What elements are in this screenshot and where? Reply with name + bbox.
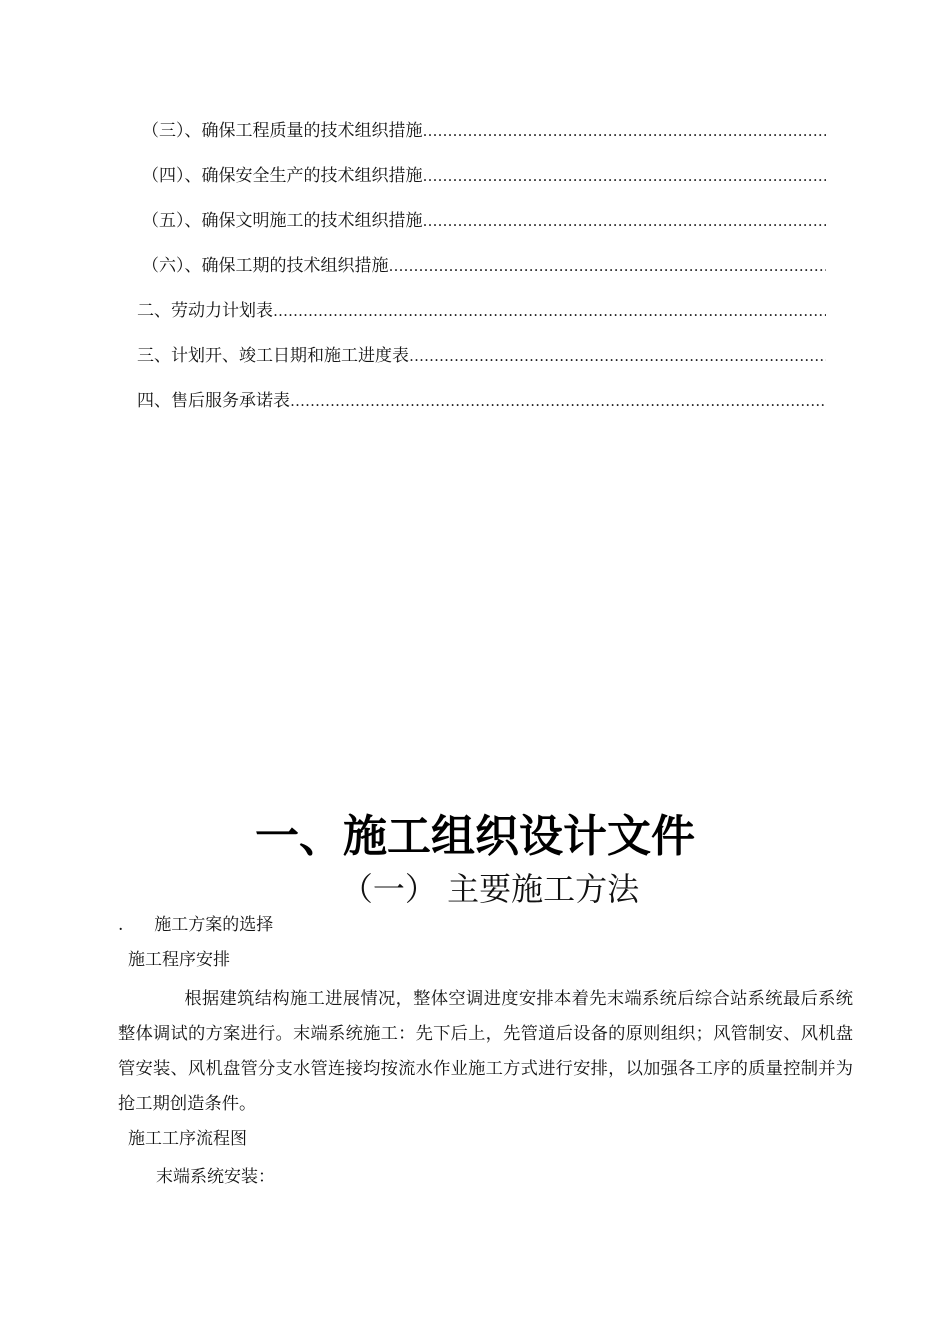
chapter-heading: 一、施工组织设计文件 [255,811,695,862]
toc-leader-dots [273,298,826,324]
section-title: 施工方案的选择 [154,915,274,935]
toc-entry[interactable] [137,298,826,324]
toc-leader-dots [423,163,827,189]
section-marker: . [118,915,124,935]
toc-entry-text: （五）、确保文明施工的技术组织措施 [142,211,423,231]
toc-entry[interactable] [142,163,826,189]
subsection-title: 施工程序安排 [128,950,230,970]
toc-entry[interactable] [137,388,826,414]
paragraph-text: 根据建筑结构施工进展情况，整体空调进度安排本着先末端系统后综合站系统最后系统整体调试的方案进行。末端系统施工：先下后上，先管道后设备的原则组织；风管制安、风机盘管安装、风机盘管分支水管连接均按流水作业施工方式进行安排，以加强各工序的质量控制并为抢工期创造条件。 [118,989,853,1114]
toc-entry[interactable] [142,208,826,234]
toc-entry[interactable] [137,343,826,369]
toc-leader-dots [389,253,827,279]
toc-entry-text: （三）、确保工程质量的技术组织措施 [142,121,423,141]
toc-leader-dots [290,388,826,414]
toc-leader-dots [423,208,827,234]
toc-entry[interactable] [142,253,826,279]
toc-leader-dots [423,118,827,144]
subsection-title: 末端系统安装： [156,1167,275,1187]
section-heading: （一） 主要施工方法 [340,870,640,908]
subsection-title: 施工工序流程图 [128,1129,247,1149]
toc-entry-text: （四）、确保安全生产的技术组织措施 [142,166,423,186]
toc-entry-text: （六）、确保工期的技术组织措施 [142,256,389,276]
toc-leader-dots [409,343,826,369]
toc-entry-text: 四、售后服务承诺表 [137,391,290,411]
section-title-line [118,910,273,940]
toc-entry[interactable] [142,118,826,144]
body-paragraph [118,982,853,1122]
toc-entry-text: 二、劳动力计划表 [137,301,273,321]
toc-entry-text: 三、计划开、竣工日期和施工进度表 [137,346,409,366]
